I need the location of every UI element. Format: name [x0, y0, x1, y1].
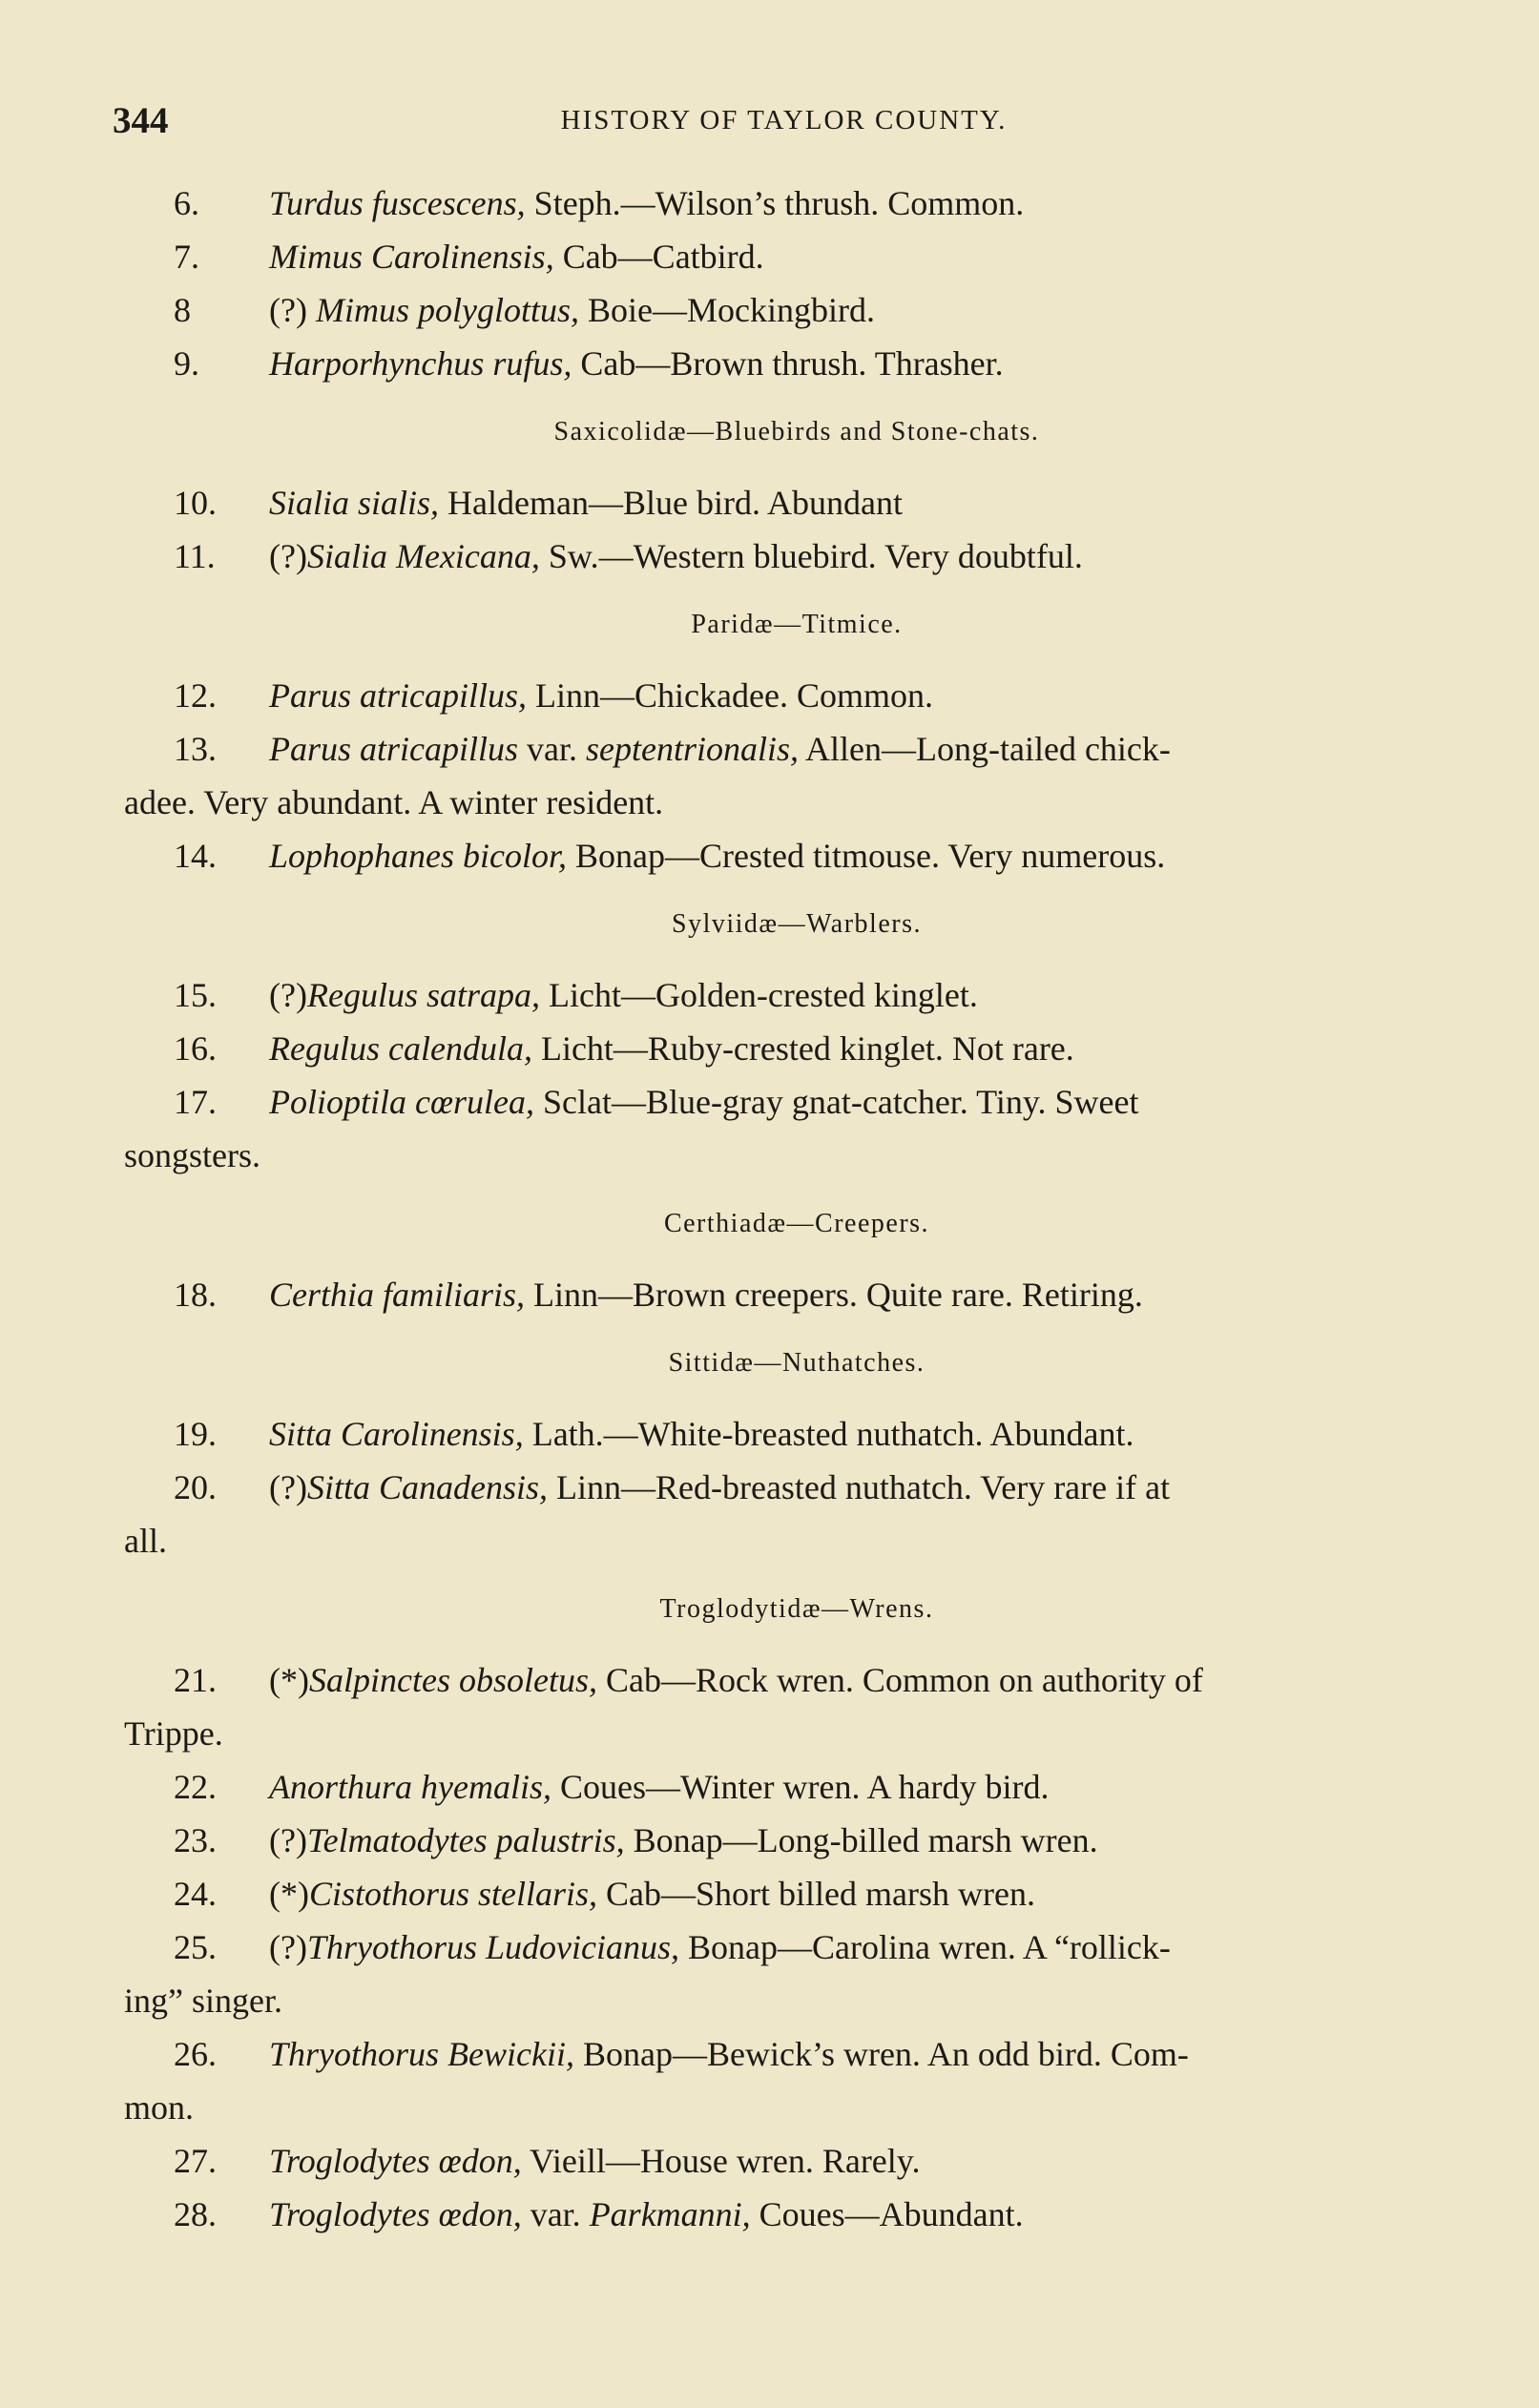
entry-number: 13.	[174, 730, 217, 768]
entry-number: 20.	[174, 1468, 217, 1506]
species-entry	[124, 2027, 1469, 2081]
entry-continuation: all.	[124, 1522, 167, 1560]
entry-text: Boie—Mockingbird.	[578, 291, 875, 329]
scientific-name: Telmatodytes palustris,	[306, 1821, 625, 1859]
entry-text: Haldeman—Blue bird. Abundant	[439, 484, 903, 522]
entry-text: Licht—Ruby-crested kinglet. Not rare.	[531, 1029, 1074, 1068]
species-entry	[124, 337, 1469, 390]
entry-number: 21.	[174, 1661, 217, 1699]
entry-qualifier: (?)	[269, 976, 307, 1014]
entry-number: 23.	[174, 1821, 217, 1859]
scientific-name: Thryothorus Ludovicianus,	[306, 1928, 679, 1966]
entry-text: Cab—Brown thrush. Thrasher.	[572, 344, 1004, 383]
species-entry	[124, 1022, 1469, 1075]
entry-continuation: ing” singer.	[124, 1982, 282, 2020]
scientific-name: Thryothorus Bewickii,	[269, 2035, 574, 2073]
species-entry	[124, 230, 1469, 283]
family-heading: Saxicolidæ—Bluebirds and Stone-chats.	[553, 417, 1040, 446]
scientific-name: Certhia familiaris,	[269, 1276, 526, 1314]
species-entry	[124, 1653, 1469, 1707]
entry-text: var.	[521, 2195, 590, 2233]
scientific-name: Salpinctes obsoletus,	[308, 1661, 597, 1699]
entry-text: var.	[518, 730, 587, 768]
entry-number: 7.	[174, 238, 199, 276]
entry-text: Bonap—Crested titmouse. Very numerous.	[567, 837, 1166, 875]
species-entry	[124, 1407, 1469, 1461]
entry-number: 19.	[174, 1415, 217, 1453]
entry-text: Bonap—Bewick’s wren. An odd bird. Com-	[573, 2035, 1189, 2073]
scientific-name: Parus atricapillus,	[269, 676, 528, 715]
running-title: HISTORY OF TAYLOR COUNTY.	[560, 105, 1008, 135]
entry-text: Sclat—Blue-gray gnat-catcher. Tiny. Sweet	[533, 1083, 1139, 1121]
scientific-name: Parus atricapillus	[269, 730, 519, 768]
species-entry	[124, 529, 1469, 583]
scientific-name: Lophophanes bicolor,	[269, 837, 568, 875]
entry-number: 14.	[174, 837, 217, 875]
entry-qualifier: (?)	[269, 291, 316, 329]
entry-text: Allen—Long-tailed chick-	[799, 730, 1171, 768]
entry-text: Cab—Short billed marsh wren.	[597, 1875, 1035, 1913]
family-heading: Sylviidæ—Warblers.	[672, 909, 922, 939]
entry-number: 18.	[174, 1276, 217, 1314]
species-entry	[124, 1867, 1469, 1920]
entry-text: Licht—Golden-crested kinglet.	[539, 976, 978, 1014]
entry-text: Sw.—Western bluebird. Very doubtful.	[539, 537, 1083, 575]
entry-text: Bonap—Long-billed marsh wren.	[624, 1821, 1098, 1859]
entry-qualifier: (?)	[269, 1821, 307, 1859]
scientific-name: Sitta Carolinensis,	[269, 1415, 524, 1453]
entry-text: Vieill—House wren. Rarely.	[521, 2142, 921, 2180]
entry-number: 27.	[174, 2142, 217, 2180]
entry-continuation: Trippe.	[124, 1714, 223, 1753]
entry-text: Steph.—Wilson’s thrush. Common.	[525, 184, 1025, 222]
entry-text: Bonap—Carolina wren. A “rollick-	[679, 1928, 1171, 1966]
entry-text: Lath.—White-breasted nuthatch. Abundant.	[523, 1415, 1134, 1453]
scientific-name: Polioptila cœrulea,	[269, 1083, 534, 1121]
entry-text: Coues—Winter wren. A hardy bird.	[551, 1768, 1050, 1806]
family-heading: Certhiadæ—Creepers.	[663, 1209, 930, 1238]
entry-qualifier: (*)	[269, 1661, 309, 1699]
entry-text: Cab—Rock wren. Common on authority of	[596, 1661, 1203, 1699]
scientific-name: Troglodytes œdon,	[269, 2195, 522, 2233]
entry-number: 6.	[174, 184, 199, 222]
scientific-name: Anorthura hyemalis,	[269, 1768, 551, 1806]
scientific-name: Regulus calendula,	[269, 1029, 532, 1068]
scientific-name: Sitta Canadensis,	[306, 1468, 548, 1506]
entry-continuation: songsters.	[124, 1136, 260, 1174]
entry-text: Coues—Abundant.	[750, 2195, 1024, 2233]
entry-number: 10.	[174, 484, 217, 522]
entry-continuation: mon.	[124, 2088, 195, 2127]
family-heading: Paridæ—Titmice.	[691, 610, 903, 639]
scientific-name: Sialia sialis,	[269, 484, 440, 522]
entry-text: Linn—Red-breasted nuthatch. Very rare if at	[548, 1468, 1171, 1506]
species-entry	[124, 968, 1469, 1022]
species-entry	[124, 2134, 1469, 2188]
entry-text: Linn—Chickadee. Common.	[527, 676, 933, 715]
entry-number: 12.	[174, 676, 217, 715]
entry-number: 15.	[174, 976, 217, 1014]
entry-number: 25.	[174, 1928, 217, 1966]
page-number: 344	[113, 100, 169, 141]
scientific-name: septentrionalis,	[586, 730, 800, 768]
entry-qualifier: (?)	[269, 1928, 307, 1966]
family-heading: Troglodytidæ—Wrens.	[659, 1594, 934, 1624]
entry-continuation: adee. Very abundant. A winter resident.	[124, 783, 664, 821]
entry-qualifier: (*)	[269, 1875, 309, 1913]
entry-text: Cab—Catbird.	[553, 238, 764, 276]
species-entry	[124, 476, 1469, 529]
entry-number: 24.	[174, 1875, 217, 1913]
entry-text: Linn—Brown creepers. Quite rare. Retiring.	[525, 1276, 1143, 1314]
species-entry	[124, 1814, 1469, 1867]
entry-qualifier: (?)	[269, 1468, 307, 1506]
scientific-name: Regulus satrapa,	[306, 976, 540, 1014]
scientific-name: Parkmanni,	[589, 2195, 751, 2233]
species-entry	[124, 722, 1469, 776]
species-entry	[124, 1268, 1469, 1321]
scientific-name: Troglodytes œdon,	[269, 2142, 522, 2180]
entry-number: 9.	[174, 344, 199, 383]
species-entry	[124, 1075, 1469, 1129]
species-entry	[124, 176, 1469, 230]
entry-number: 16.	[174, 1029, 217, 1068]
entry-qualifier: (?)	[269, 537, 307, 575]
scientific-name: Harporhynchus rufus,	[269, 344, 572, 383]
scientific-name: Sialia Mexicana,	[306, 537, 540, 575]
species-entry	[124, 829, 1469, 882]
scientific-name: Turdus fuscescens,	[269, 184, 526, 222]
entry-number: 22.	[174, 1768, 217, 1806]
page-body	[124, 176, 1469, 2241]
scientific-name: Mimus polyglottus,	[315, 291, 579, 329]
species-entry	[124, 283, 1469, 337]
entry-number: 26.	[174, 2035, 217, 2073]
entry-number: 11.	[174, 537, 216, 575]
species-entry	[124, 669, 1469, 722]
species-entry	[124, 2188, 1469, 2241]
species-entry	[124, 1920, 1469, 1974]
scientific-name: Mimus Carolinensis,	[269, 238, 554, 276]
entry-number: 28.	[174, 2195, 217, 2233]
species-entry	[124, 1760, 1469, 1814]
scientific-name: Cistothorus stellaris,	[308, 1875, 598, 1913]
entry-number: 8	[174, 291, 191, 329]
family-heading: Sittidæ—Nuthatches.	[668, 1348, 925, 1378]
entry-number: 17.	[174, 1083, 217, 1121]
running-head	[113, 99, 1455, 145]
species-entry	[124, 1461, 1469, 1514]
